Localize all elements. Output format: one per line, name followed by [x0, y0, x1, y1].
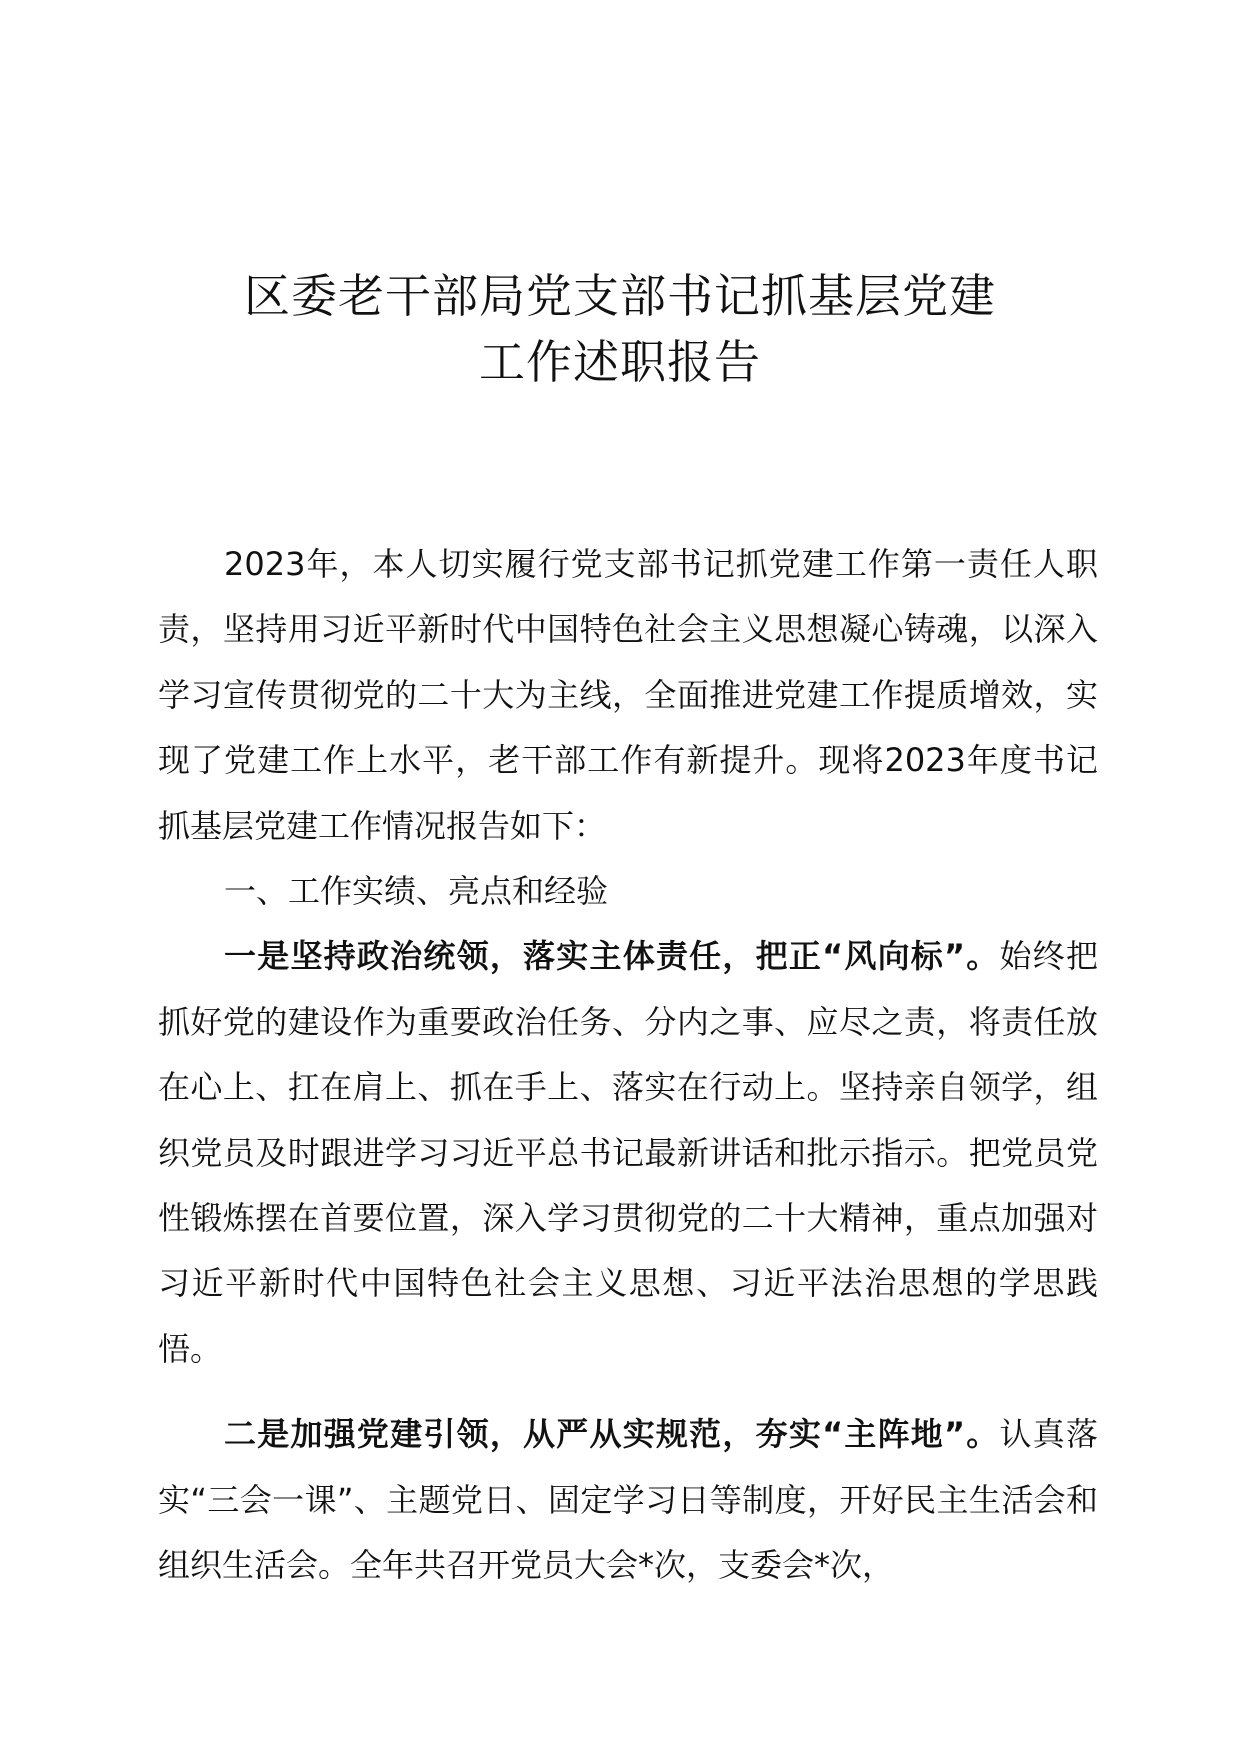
document-title	[0, 266, 1240, 392]
point-2-paragraph	[158, 1402, 1098, 1598]
intro-paragraph: 2023年，本人切实履行党支部书记抓党建工作第一责任人职责，坚持用习近平新时代中国特色社会主义思想凝心铸魂，以深入学习宣传贯彻党的二十大为主线，全面推进党建工作提质增效，实现了党建工作上水平，老干部工作有新提升。现将2023年度书记抓基层党建工作情况报告如下：	[158, 545, 1098, 845]
document-body	[158, 532, 1098, 1599]
point-2-body: 认真落实“三会一课”、主题党日、固定学习日等制度，开好民主生活会和组织生活会。全年共召开党员大会*次，支委会*次，	[158, 1415, 1098, 1585]
title-line-1: 区委老干部局党支部书记抓基层党建	[244, 269, 996, 323]
title-line-2: 工作述职报告	[479, 335, 761, 389]
point-2-lead: 二是加强党建引领，从严从实规范，夯实“主阵地”。	[224, 1415, 1000, 1454]
point-1-paragraph	[158, 924, 1098, 1382]
point-1-lead: 一是坚持政治统领，落实主体责任，把正“风向标”。	[224, 937, 1000, 976]
point-1-body: 始终把抓好党的建设作为重要政治任务、分内之事、应尽之责，将责任放在心上、扛在肩上、抓在手上、落实在行动上。坚持亲自领学，组织党员及时跟进学习习近平总书记最新讲话和批示指示。把党员党性锻炼摆在首要位置，深入学习贯彻党的二十大精神，重点加强对习近平新时代中国特色社会主义思想、习近平法治思想的学思践悟。	[158, 937, 1098, 1368]
section-heading: 一、工作实绩、亮点和经验	[224, 872, 609, 911]
